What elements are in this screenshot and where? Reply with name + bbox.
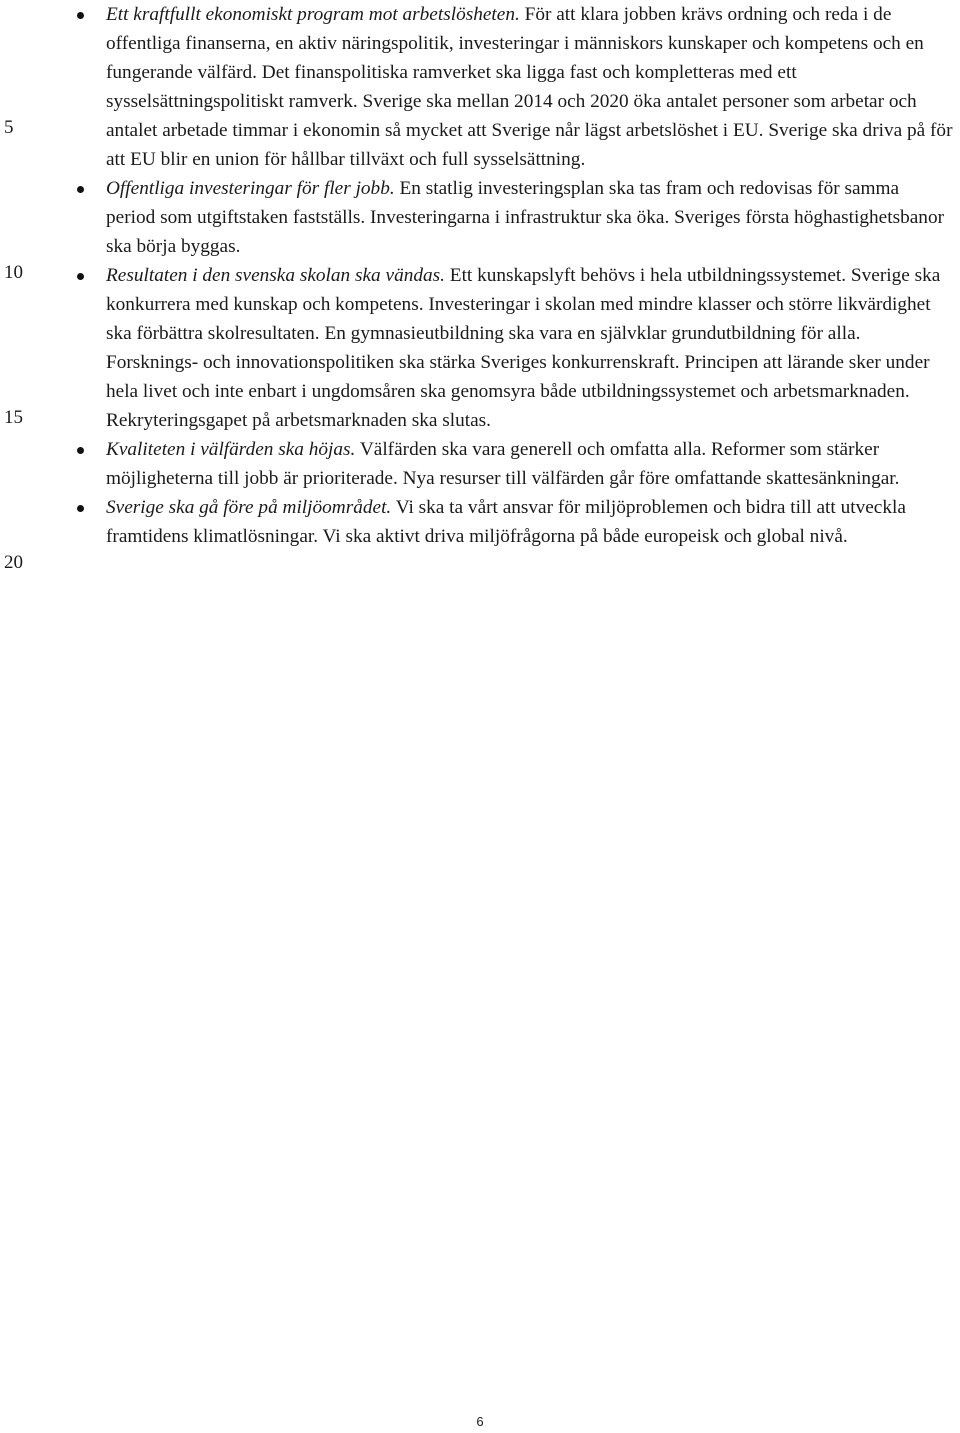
bullet-icon	[77, 273, 84, 280]
line-number: 20	[4, 552, 23, 573]
list-item	[77, 493, 953, 551]
bullet-list	[77, 0, 953, 551]
bullet-icon	[77, 447, 84, 454]
bullet-text: En statlig investeringsplan ska tas fram och redovisas för samma period som utgiftstaken fastställs. Investeringarna i infrastruktur ska öka. Sveriges första höghastighetsbanor ska börja byggas.	[106, 178, 944, 257]
list-item	[77, 174, 953, 261]
bullet-icon	[77, 505, 84, 512]
bullet-text: Välfärden ska vara generell och omfatta alla. Reformer som stärker möjligheterna till jobb är prioriterade. Nya resurser till välfärden går före omfattande skattesänkningar.	[106, 439, 900, 489]
bullet-text: Ett kunskapslyft behövs i hela utbildningssystemet. Sverige ska konkurrera med kunskap och kompetens. Investeringar i skolan med mindre klasser och större likvärdighet ska förbättra skolresultaten. En gymnasieutbildning ska vara en självklar grundutbildning för alla. Forsknings- och innovationspolitiken ska stärka Sveriges konkurrenskraft. Principen att lärande sker under hela livet och inte enbart i ungdomsåren ska genomsyra både utbildningssystemet och arbetsmarknaden. Rekryteringsgapet på arbetsmarknaden ska slutas.	[106, 265, 941, 431]
line-number: 10	[4, 262, 23, 283]
list-item	[77, 435, 953, 493]
bullet-icon	[77, 12, 84, 19]
list-item	[77, 261, 953, 435]
bullet-heading: Ett kraftfullt ekonomiskt program mot arbetslösheten.	[106, 4, 520, 25]
line-number: 15	[4, 407, 23, 428]
bullet-heading: Sverige ska gå före på miljöområdet.	[106, 497, 392, 518]
line-number: 5	[4, 117, 14, 138]
bullet-heading: Kvaliteten i välfärden ska höjas.	[106, 439, 356, 460]
bullet-text: För att klara jobben krävs ordning och reda i de offentliga finanserna, en aktiv näringspolitik, investeringar i människors kunskaper och kompetens och en fungerande välfärd. Det finanspolitiska ramverket ska ligga fast och kompletteras med ett sysselsättningspolitiskt ramverk. Sverige ska mellan 2014 och 2020 öka antalet personer som arbetar och antalet arbetade timmar i ekonomin så mycket att Sverige når lägst arbetslöshet i EU. Sverige ska driva på för att EU blir en union för hållbar tillväxt och full sysselsättning.	[106, 4, 953, 170]
line-number-gutter	[0, 0, 40, 700]
page-number: 6	[476, 1414, 484, 1429]
list-item	[77, 0, 953, 174]
document-body	[77, 0, 953, 551]
bullet-heading: Offentliga investeringar för fler jobb.	[106, 178, 395, 199]
bullet-text: Vi ska ta vårt ansvar för miljöproblemen och bidra till att utveckla framtidens klimatlösningar. Vi ska aktivt driva miljöfrågorna på både europeisk och global nivå.	[106, 497, 906, 547]
bullet-heading: Resultaten i den svenska skolan ska vändas.	[106, 265, 445, 286]
bullet-icon	[77, 186, 84, 193]
